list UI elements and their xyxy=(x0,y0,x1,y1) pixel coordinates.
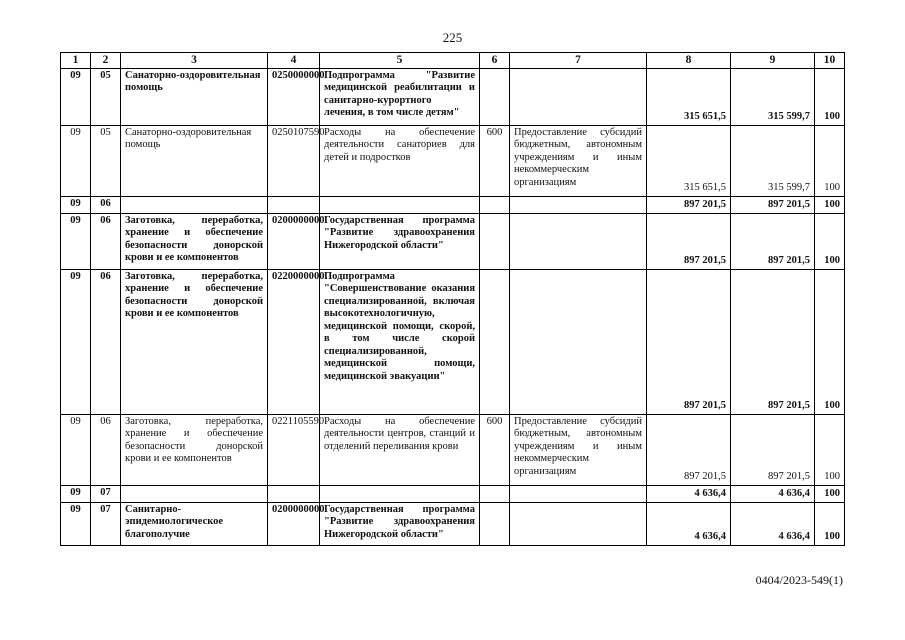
executed-amount: 897 201,5 xyxy=(731,269,815,414)
expense-type-code xyxy=(480,213,510,269)
subsection-name: Санаторно-оздоровительная помощь xyxy=(121,68,268,125)
expense-type-name xyxy=(510,196,647,213)
table-row xyxy=(61,213,845,269)
executed-amount: 4 636,4 xyxy=(731,502,815,545)
target-article-code: 0200000000 xyxy=(268,502,320,545)
subsection-code: 06 xyxy=(91,414,121,485)
subsection-name: Заготовка, переработка, хранение и обеспечение безопасности донорской крови и ее компонентов xyxy=(121,213,268,269)
header-cell: 4 xyxy=(268,53,320,69)
section-code: 09 xyxy=(61,68,91,125)
header-cell: 1 xyxy=(61,53,91,69)
header-cell: 7 xyxy=(510,53,647,69)
target-article-code xyxy=(268,485,320,502)
target-article-name: Государственная программа "Развитие здравоохранения Нижегородской области" xyxy=(320,502,480,545)
expense-type-name xyxy=(510,68,647,125)
table-row xyxy=(61,414,845,485)
subsection-code: 06 xyxy=(91,269,121,414)
subsection-name xyxy=(121,485,268,502)
section-code: 09 xyxy=(61,213,91,269)
planned-amount: 897 201,5 xyxy=(647,269,731,414)
executed-amount: 315 599,7 xyxy=(731,68,815,125)
expense-type-name xyxy=(510,213,647,269)
planned-amount: 897 201,5 xyxy=(647,414,731,485)
target-article-name xyxy=(320,485,480,502)
executed-amount: 897 201,5 xyxy=(731,213,815,269)
header-cell: 2 xyxy=(91,53,121,69)
target-article-code: 0250107590 xyxy=(268,125,320,196)
subsection-name: Санитарно-эпидемиологическое благополучие xyxy=(121,502,268,545)
target-article-code: 0200000000 xyxy=(268,213,320,269)
execution-percent: 100 xyxy=(815,213,845,269)
expense-type-code xyxy=(480,196,510,213)
subsection-code: 07 xyxy=(91,485,121,502)
planned-amount: 315 651,5 xyxy=(647,68,731,125)
execution-percent: 100 xyxy=(815,125,845,196)
execution-percent: 100 xyxy=(815,414,845,485)
planned-amount: 4 636,4 xyxy=(647,502,731,545)
page-number: 225 xyxy=(442,30,463,45)
subsection-name: Заготовка, переработка, хранение и обеспечение безопасности донорской крови и ее компонентов xyxy=(121,269,268,414)
expense-type-name: Предоставление субсидий бюджетным, автономным учреждениям и иным некоммерческим организациям xyxy=(510,414,647,485)
subsection-name: Заготовка, переработка, хранение и обеспечение безопасности донорской крови и ее компонентов xyxy=(121,414,268,485)
expense-type-name xyxy=(510,485,647,502)
budget-table xyxy=(60,52,845,546)
header-cell: 9 xyxy=(731,53,815,69)
planned-amount: 897 201,5 xyxy=(647,196,731,213)
target-article-name: Подпрограмма "Развитие медицинской реабилитации и санитарно-курортного лечения, в том числе детям" xyxy=(320,68,480,125)
executed-amount: 4 636,4 xyxy=(731,485,815,502)
planned-amount: 4 636,4 xyxy=(647,485,731,502)
expense-type-code: 600 xyxy=(480,125,510,196)
header-cell: 6 xyxy=(480,53,510,69)
target-article-code: 0221105590 xyxy=(268,414,320,485)
target-article-code xyxy=(268,196,320,213)
table-row xyxy=(61,196,845,213)
section-code: 09 xyxy=(61,414,91,485)
subsection-name xyxy=(121,196,268,213)
section-code: 09 xyxy=(61,196,91,213)
executed-amount: 315 599,7 xyxy=(731,125,815,196)
table-row xyxy=(61,125,845,196)
expense-type-code: 600 xyxy=(480,414,510,485)
header-cell: 3 xyxy=(121,53,268,69)
section-code: 09 xyxy=(61,485,91,502)
expense-type-name xyxy=(510,269,647,414)
execution-percent: 100 xyxy=(815,485,845,502)
expense-type-code xyxy=(480,68,510,125)
subsection-code: 05 xyxy=(91,125,121,196)
planned-amount: 315 651,5 xyxy=(647,125,731,196)
execution-percent: 100 xyxy=(815,196,845,213)
target-article-code: 0250000000 xyxy=(268,68,320,125)
target-article-name xyxy=(320,196,480,213)
target-article-name: Подпрограмма "Совершенствование оказания специализированной, включая высокотехнологичную, медицинской помощи, скорой, в том числе скорой специализированной, медицинской помощи, медицинской эвакуации" xyxy=(320,269,480,414)
executed-amount: 897 201,5 xyxy=(731,196,815,213)
expense-type-code xyxy=(480,485,510,502)
execution-percent: 100 xyxy=(815,502,845,545)
subsection-code: 07 xyxy=(91,502,121,545)
table-row xyxy=(61,68,845,125)
subsection-name: Санаторно-оздоровительная помощь xyxy=(121,125,268,196)
executed-amount: 897 201,5 xyxy=(731,414,815,485)
subsection-code: 06 xyxy=(91,213,121,269)
expense-type-code xyxy=(480,502,510,545)
execution-percent: 100 xyxy=(815,68,845,125)
execution-percent: 100 xyxy=(815,269,845,414)
target-article-name: Расходы на обеспечение деятельности центров, станций и отделений переливания крови xyxy=(320,414,480,485)
expense-type-name: Предоставление субсидий бюджетным, автономным учреждениям и иным некоммерческим организациям xyxy=(510,125,647,196)
target-article-name: Государственная программа "Развитие здравоохранения Нижегородской области" xyxy=(320,213,480,269)
expense-type-code xyxy=(480,269,510,414)
table-row xyxy=(61,485,845,502)
section-code: 09 xyxy=(61,502,91,545)
section-code: 09 xyxy=(61,269,91,414)
subsection-code: 05 xyxy=(91,68,121,125)
target-article-code: 0220000000 xyxy=(268,269,320,414)
section-code: 09 xyxy=(61,125,91,196)
header-cell: 8 xyxy=(647,53,731,69)
planned-amount: 897 201,5 xyxy=(647,213,731,269)
table-header-row xyxy=(61,53,845,69)
table-row xyxy=(61,269,845,414)
header-cell: 10 xyxy=(815,53,845,69)
target-article-name: Расходы на обеспечение деятельности санаториев для детей и подростков xyxy=(320,125,480,196)
table-row xyxy=(61,502,845,545)
document-code: 0404/2023-549(1) xyxy=(755,573,843,587)
header-cell: 5 xyxy=(320,53,480,69)
subsection-code: 06 xyxy=(91,196,121,213)
expense-type-name xyxy=(510,502,647,545)
